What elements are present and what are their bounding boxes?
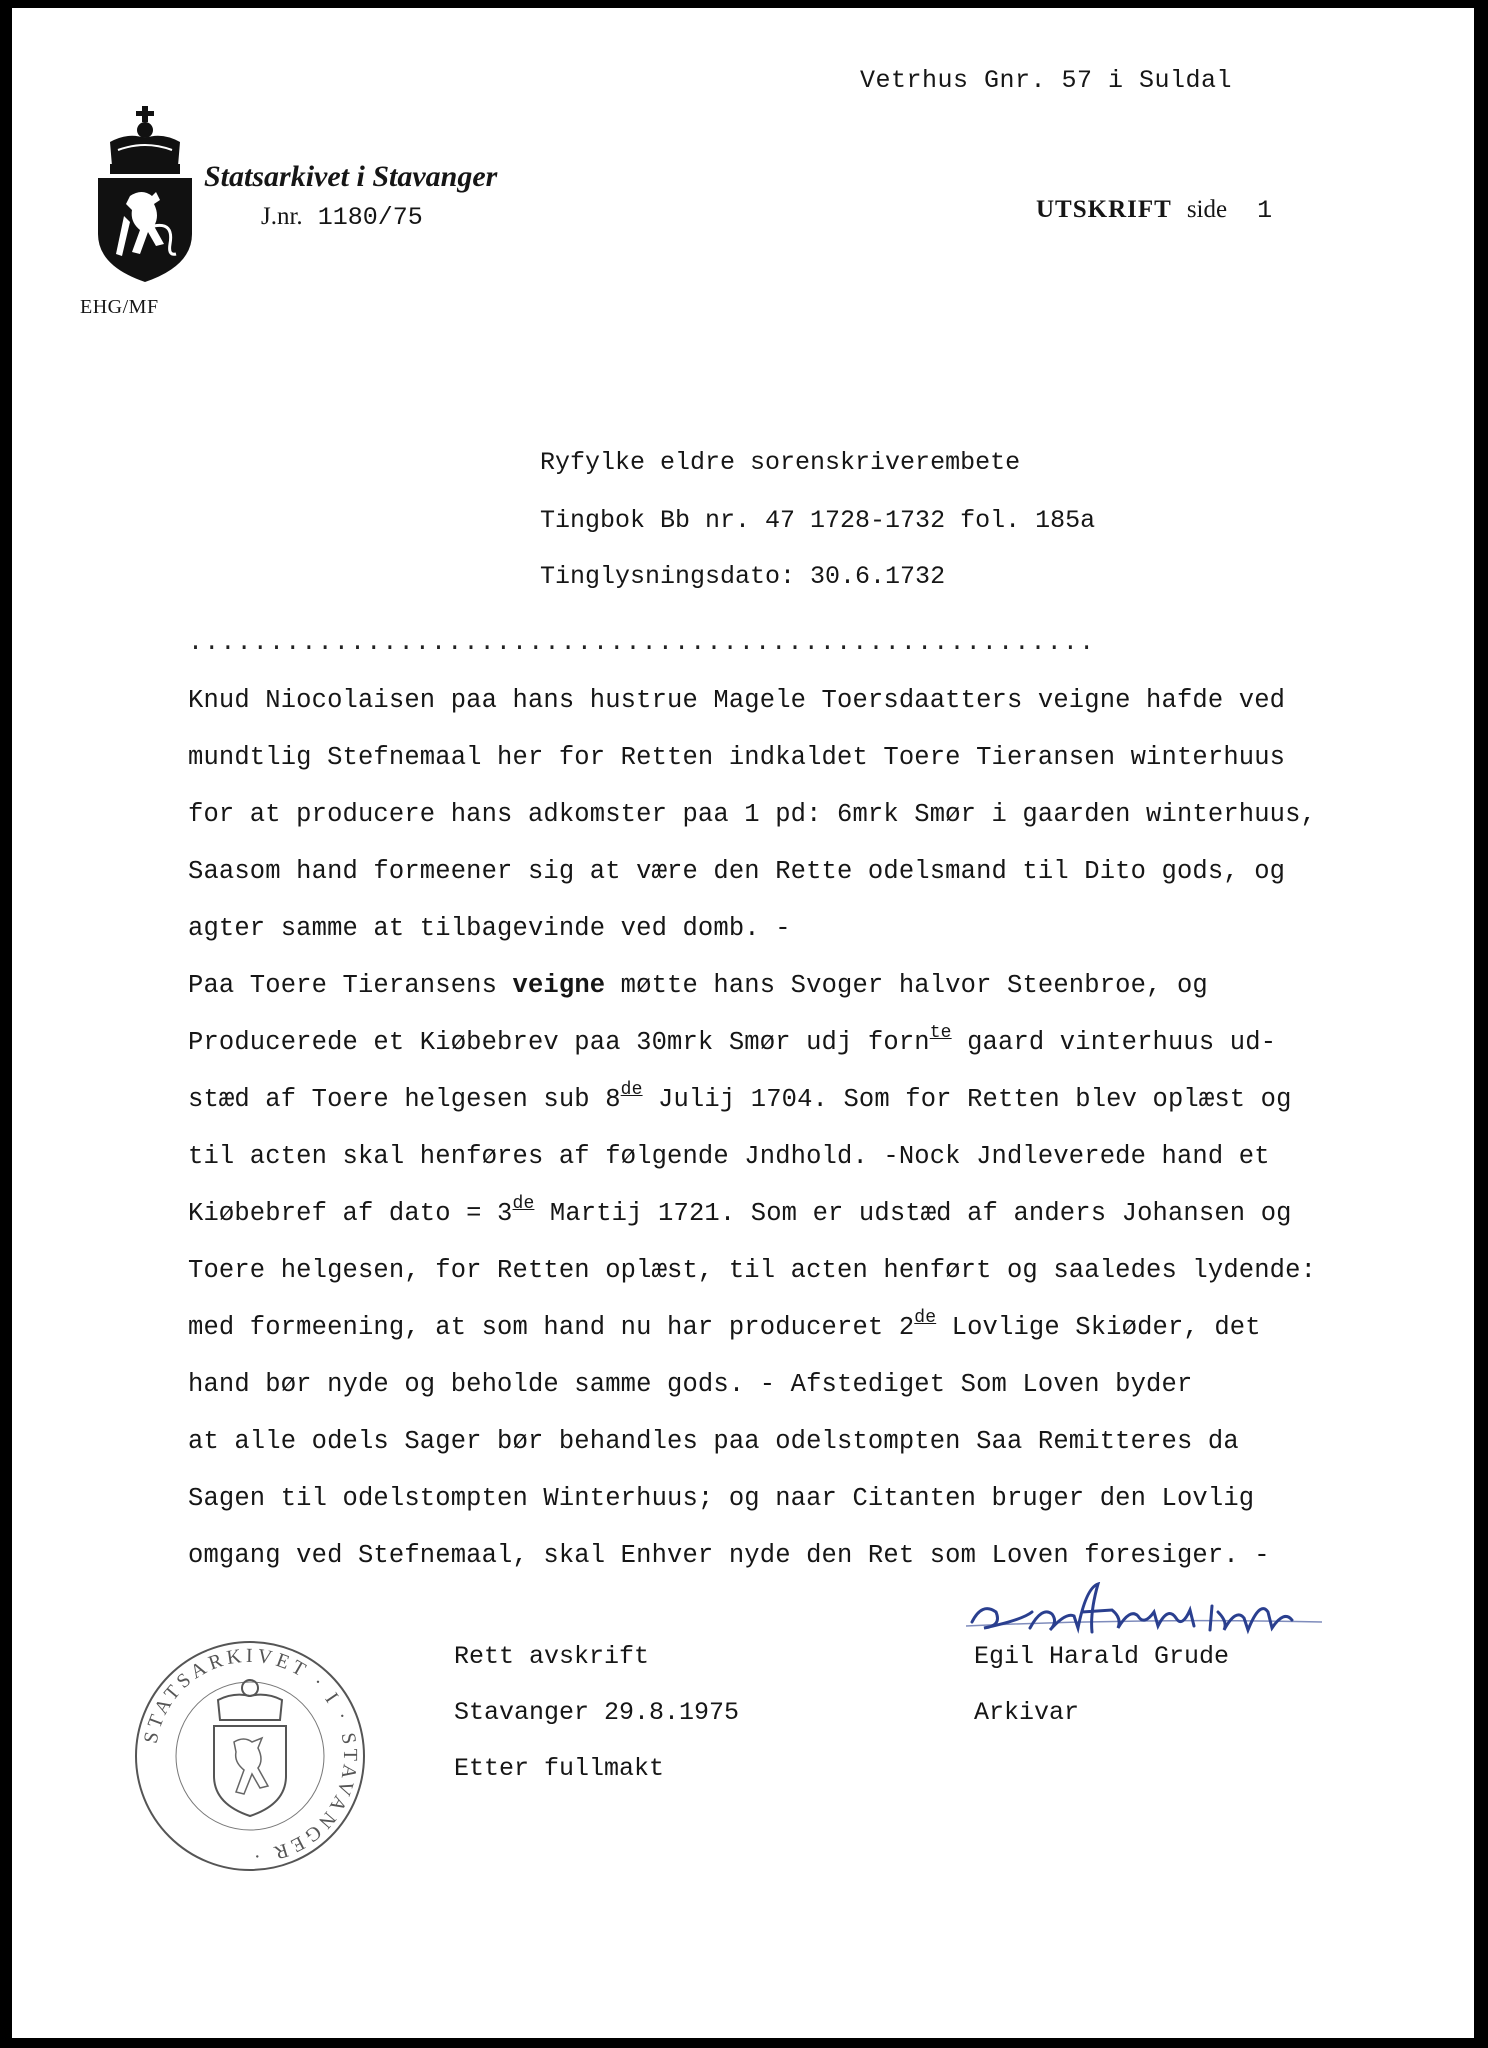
superscript: te [929, 1023, 952, 1043]
line-part: Julij 1704. Som for Retten blev oplæst og [642, 1085, 1292, 1114]
transcript-line [188, 1014, 1428, 1071]
line-part: Kiøbebref af dato = 3 [188, 1199, 513, 1228]
transcript-line: Sagen til odelstompten Winterhuus; og naar Citanten bruger den Lovlig [188, 1484, 1255, 1513]
initials: EHG/MF [80, 296, 159, 318]
line-part: gaard vinterhuus ud- [951, 1028, 1277, 1057]
svg-text:STATSARKIVET · I · STAVANGER ·: STATSARKIVET · I · STAVANGER · [139, 1644, 362, 1868]
superscript: de [914, 1308, 937, 1328]
line-part: møtte hans Svoger halvor Steenbroe, og [605, 971, 1208, 1000]
print-title-line [1036, 196, 1272, 225]
transcript-line: til acten skal henføres af følgende Jndhold. -Nock Jndleverede hand et [188, 1142, 1270, 1171]
print-title: UTSKRIFT [1036, 196, 1172, 223]
transcript-line: Toere helgesen, for Retten oplæst, til acten henført og saaledes lydende: [188, 1256, 1317, 1285]
superscript: de [512, 1194, 535, 1214]
coat-of-arms-icon [90, 104, 200, 284]
line-part: stæd af Toere helgesen sub 8 [188, 1085, 621, 1114]
seal-icon [130, 1636, 370, 1876]
archive-name: Statsarkivet i Stavanger [204, 160, 498, 193]
transcript-line [188, 1071, 1428, 1128]
document-page [12, 8, 1474, 2038]
line-part: Producerede et Kiøbebrev paa 30mrk Smør udj forn [188, 1028, 930, 1057]
line-part: Paa Toere Tieransens [188, 971, 513, 1000]
journal-label: J.nr. [261, 203, 303, 230]
transcript-body [188, 672, 1428, 1584]
transcript-line: omgang ved Stefnemaal, skal Enhver nyde den Ret som Loven foresiger. - [188, 1541, 1270, 1570]
transcript-line: agter samme at tilbagevinde ved domb. - [188, 914, 791, 943]
superscript: de [620, 1080, 643, 1100]
journal-number: 1180/75 [317, 203, 423, 232]
signatory-name: Egil Harald Grude [974, 1642, 1230, 1671]
certification-text: Rett avskrift [454, 1642, 650, 1671]
property-reference: Vetrhus Gnr. 57 i Suldal [860, 66, 1233, 95]
transcript-line: for at producere hans adkomster paa 1 pd: 6mrk Smør i gaarden winterhuus, [188, 800, 1317, 829]
place-date: Stavanger 29.8.1975 [454, 1698, 740, 1727]
authority-text: Etter fullmakt [454, 1754, 665, 1783]
transcript-line [188, 1185, 1428, 1242]
source-office: Ryfylke eldre sorenskriverembete [540, 448, 1021, 477]
transcript-line: Saasom hand formeener sig at være den Rette odelsmand til Dito gods, og [188, 857, 1286, 886]
source-date: Tinglysningsdato: 30.6.1732 [540, 562, 946, 591]
line-part: Lovlige Skiøder, det [936, 1313, 1261, 1342]
line-part: Martij 1721. Som er udstæd af anders Johansen og [534, 1199, 1292, 1228]
transcript-line: at alle odels Sager bør behandles paa odelstompten Saa Remitteres da [188, 1427, 1239, 1456]
line-part-bold: veigne [512, 971, 606, 1000]
dotted-separator: ........................................................ [188, 628, 1096, 657]
transcript-line [188, 957, 1428, 1014]
page-number: 1 [1257, 196, 1273, 225]
page-word: side [1186, 196, 1228, 223]
line-part: med formeening, at som hand nu har produceret 2 [188, 1313, 915, 1342]
journal-number-line [261, 203, 423, 232]
transcript-line: mundtlig Stefnemaal her for Retten indkaldet Toere Tieransen winterhuus [188, 743, 1286, 772]
transcript-line: Knud Niocolaisen paa hans hustrue Magele Toersdaatters veigne hafde ved [188, 686, 1286, 715]
source-book: Tingbok Bb nr. 47 1728-1732 fol. 185a [540, 506, 1096, 535]
transcript-line: hand bør nyde og beholde samme gods. - Afstediget Som Loven byder [188, 1370, 1193, 1399]
transcript-line [188, 1299, 1428, 1356]
signatory-title: Arkivar [974, 1698, 1080, 1727]
